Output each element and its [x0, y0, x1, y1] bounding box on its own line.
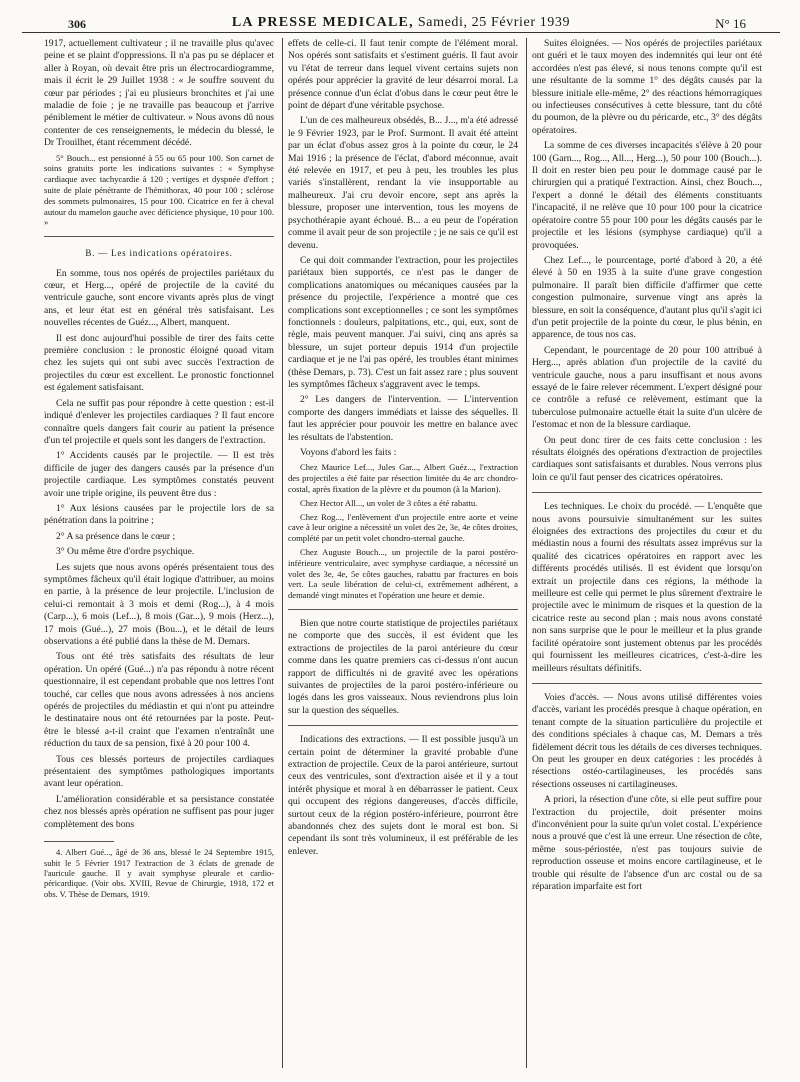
section-rule	[532, 683, 762, 684]
section-heading: B. — Les indications opératoires.	[85, 248, 233, 259]
issue-date: Samedi, 25 Février 1939	[417, 15, 571, 30]
paragraph: En somme, tous nos opérés de projectiles pariétaux du cœur, et Herg..., opéré de projectile de la cavité du ventricule gauche, sont encore vivants après plus de vingt ans, et leur état est en général très satisfaisant. Les nouvelles récentes de Guéz..., Albert, manquent.	[44, 267, 274, 329]
list-item: 2° A sa présence dans le cœur ;	[56, 530, 176, 542]
column-divider	[282, 38, 283, 1068]
paragraph: 1° Accidents causés par le projectile. — Il est très difficile de juger des dangers causés par la présence d'un projectile cardiaque. Les symptômes constatés peuvent avoir une triple origine, ils peuvent être dus :	[44, 450, 274, 499]
paragraph: Bien que notre courte statistique de projectiles pariétaux ne comporte que des succès, il est évident que les extractions de projectiles de la paroi antérieure du cœur comme dans les quatre premiers cas ci-dessus n'ont aucun rapport de difficultés ni de gravité avec les opérations suivantes de projectiles de la paroi postéro-inférieure ou logés dans les gros vaisseaux. Nous reviendrons plus loin sur la question des séquelles.	[288, 617, 518, 716]
paragraph: La somme de ces diverses incapacités s'élève à 20 pour 100 (Garn..., Rog..., All..., Herg...), 50 pour 100 (Bouch...). Il doit en rester bien peu pour le dommage causé par le chirurgien qui a pratiqué l'extraction. Ainsi, chez Bouch..., l'expert a donné le détail des éléments constituants l'incapacité, il ne relève que 10 pour 100 pour la cicatrice opératoire contre 55 pour 100 pour les dégâts causés par le projectile et les lésions (symphyse cardiaque) qu'il a provoquées.	[532, 140, 762, 251]
observation: Chez Hector All..., un volet de 3 côtes a été rabattu.	[300, 497, 478, 508]
paragraph: L'amélioration considérable et sa persistance constatée chez nos blessés après opération ne suffisent pas pour juger complètement des bons	[44, 793, 274, 830]
observation: Chez Maurice Lef..., Jules Gar..., Albert Guéz..., l'extraction des projectiles a été faite par résection limitée du 4e arc chondro-costal, après fixation de la plèvre et du poumon (à la Marion).	[288, 462, 518, 494]
column-left	[44, 38, 274, 1068]
paragraph: Les techniques. Le choix du procédé. — L'enquête que nous avons poursuivie simultanément sur les suites éloignées des extractions des projectiles du cœur et du médiastin nous a fourni des résultats assez imprévus sur la qualité des cicatrices opératoires en rapport avec les différents procédés utilisés. Il est évident que lorsqu'on extrait un projectile dans ces régions, la méthode la meilleure est celle qui permet le plus sûrement d'extraire le projectile avec le minimum de risques et la question de la cicatrice reste au second plan ; mais nous avons constaté non sans surprise que le pour le meilleur et la plus grande facilité opératoire sont justement obtenus par les procédés qui fournissent les meilleures cicatrices, c'est-à-dire les meilleurs résultats définitifs.	[532, 501, 762, 674]
paragraph: Tous ces blessés porteurs de projectiles cardiaques présentaient des symptômes pathologiques importants avant leur opération.	[44, 753, 274, 790]
issue-number: N° 16	[715, 16, 746, 31]
paragraph: Tous ont été très satisfaits des résultats de leur opération. Un opéré (Gué...) n'a pas répondu à notre récent questionnaire, il est cependant probable que nos lettres l'ont touché, car celles que nous avons adressées à nos anciens opérés de projectiles du médiastin et qui n'ont pu atteindre le destinataire nous ont été retournées par la poste. Peut-être le blessé a-t-il craint que l'examen n'entraînât une réduction du taux de sa pension, fixé à 20 pour 100 4.	[44, 651, 274, 750]
list-item: 1° Aux lésions causées par le projectile lors de sa pénétration dans la poitrine ;	[44, 502, 274, 527]
text-columns	[44, 38, 769, 1068]
paragraph: Cependant, le pourcentage de 20 pour 100 attribué à Herg..., après ablation d'un projectile de la cavité du ventricule gauche, nous a paru insuffisant et nous avons essayé de le faire relever récemment. L'expert désigné pour ce contrôle a refusé ce relèvement, estimant que la tuberculose pulmonaire actuelle était la suite d'un ulcère de l'estomac et non de la blessure cardiaque.	[532, 344, 762, 431]
paragraph: Ce qui doit commander l'extraction, pour les projectiles pariétaux bien supportés, ce n'est pas le danger de complications anatomiques ou mécaniques causées par la présence du projectile, l'expérience a montré que ces complications sont exceptionnelles ; ce sont les symptômes fonctionnels : douleurs, palpitations, etc., qui, eux, sont de règle, mais peuvent manquer. J'ai suivi, cinq ans après sa blessure, un sujet porteur depuis 1914 d'un projectile cardiaque et je ne l'ai pas opéré, les troubles étant minimes (thèse Demars, p. 73). C'est un fait assez rare ; plus souvent les symptômes fâcheux s'aggravent avec le temps.	[288, 254, 518, 390]
column-middle	[288, 38, 518, 1068]
section-rule	[44, 236, 274, 237]
footnote: 4. Albert Gué..., âgé de 36 ans, blessé le 24 Septembre 1915, subit le 5 Février 1917 l'extraction de 3 éclats de grenade de l'auricule gauche. Il y avait symphyse pleurale et cardio-péricardique. (Voir obs. XVIII, Revue de Chirurgie, 1918, 172 et obs. V. Thèse de Demars, 1919.	[44, 848, 274, 899]
paragraph: 1917, actuellement cultivateur ; il ne travaille plus qu'avec peine et se plaint d'oppressions. Il n'a pas pu se déplacer et aller à Royan, où devait être pris un électrocardiogramme, mais il écrit le 29 Juillet 1938 : « Je souffre souvent du cœur par périodes ; j'ai eu plusieurs bronchites et j'ai une maladie de foie ; je ne travaille pas beaucoup et j'arrive péniblement le métier de cultivateur. » Nous avons dû nous contenter de ces renseignements, le médecin du blessé, le Dr Trouilhet, étant récemment décédé.	[44, 38, 274, 149]
paragraph: Il est donc aujourd'hui possible de tirer des faits cette première conclusion : le pronostic éloigné quoad vitam chez les sujets qui ont subi avec succès l'extraction de projectiles du cœur est excellent. Le pronostic fonctionnel est également satisfaisant.	[44, 332, 274, 394]
paragraph: L'un de ces malheureux obsédés, B... J..., m'a été adressé le 9 Février 1923, par le Prof. Surmont. Il avait été atteint par un éclat d'obus assez gros à la pointe du cœur, le 24 Mai 1916 ; la présence de l'éclat, d'abord méconnue, avait été relevée en 1917, et peu à peu, les troubles les plus variés s'installèrent, rendant la vie insupportable au malheureux. J'ai cru devoir encore, sept ans après la blessure, proposer une intervention, tous les moyens de psychothérapie ayant échoué. B... a eu peur de l'opération comme il avait peur de son projectile ; je ne sais ce qu'il est devenu.	[288, 115, 518, 251]
footnote-rule	[44, 841, 114, 842]
page-header	[22, 0, 780, 33]
paragraph: Voies d'accès. — Nous avons utilisé différentes voies d'accès, variant les procédés presque à chaque opération, en tenant compte de la situation particulière du projectile et des conditions spéciales à chaque cas, M. Demars a très fidèlement décrit tous les détails de ces diverses techniques. On peut les grouper en deux catégories : les procédés à résections ostéo-cartilagineuses, les procédés sans résections osseuses ni cartilagineuses.	[532, 691, 762, 790]
paragraph: Indications des extractions. — Il est possible jusqu'à un certain point de déterminer la gravité probable d'une extraction de projectile. Ceux de la paroi antérieure, surtout ceux des ventricules, sont d'extraction aisée et il y a tout intérêt physique et moral à en débarrasser le patient. Ceux qui occupent des régions dangereuses, d'accès difficile, surtout ceux de la région postéro-inférieure, pourront être abandonnés chez des sujets dont le moral est bon. Si cependant ils sont très volumineux, il est préférable de les enlever.	[288, 734, 518, 857]
paragraph: Chez Lef..., le pourcentage, porté d'abord à 20, a été élevé à 50 en 1935 à la suite d'une grave congestion pulmonaire. Il paraît bien difficile d'affirmer que cette congestion pulmonaire, survenue vingt ans après la blessure, en soit la conséquence, d'autant plus qu'il s'agit ici d'un petit projectile de la pointe du cœur, le plus bénin, en apparence, de tous nos cas.	[532, 254, 762, 341]
paragraph: Les sujets que nous avons opérés présentaient tous des symptômes fâcheux qu'il était logique d'attribuer, au moins en partie, à la présence de leur projectile. L'inclusion de celui-ci remontait à 3 mois et demi (Rog...), à 4 mois (Carp...), 6 mois (Lef...), 8 mois (Gar...), 9 mois (Herz...), 17 mois (Gué...), 27 mois (Bou...), et le détail de leurs observations a été publié dans la thèse de M. Demars.	[44, 561, 274, 648]
paragraph: 5° Bouch... est pensionné à 55 ou 65 pour 100. Son carnet de soins gratuits porte les indications suivantes : « Symphyse cardiaque avec tachycardie à 120 ; vertiges et dyspnée d'effort ; suite de plaie pénétrante de l'hémithorax, 40 pour 100 ; sclérose des sommets pulmonaires, 15 pour 100. Cicatrice en fer à cheval autour du mamelon gauche avec déficience physique, 10 pour 100. »	[44, 152, 274, 228]
paragraph: Cela ne suffit pas pour répondre à cette question : est-il indiqué d'enlever les projectiles cardiaques ? Il faut encore connaître quels dangers fait courir au patient la présence d'un tel projectile et quels sont les dangers de l'extraction.	[44, 397, 274, 446]
paragraph: Voyons d'abord les faits :	[300, 447, 397, 458]
column-right	[532, 38, 762, 1068]
paragraph: A priori, la résection d'une côte, si elle peut suffire pour l'extraction du projectile, doit présenter moins d'inconvénient pour la suite qu'un volet costal. L'expérience nous a prouvé que c'est là une erreur. Une résection de côte, même sous-périostée, n'est pas toujours suivie de reproduction osseuse et moins encore cartilagineuse, et le trouble qui résulte de l'absence d'un arc costal ou de sa réparation imparfaite est fort	[532, 794, 762, 892]
list-item: 3° Ou même être d'ordre psychique.	[56, 546, 195, 558]
observation: Chez Rog..., l'enlèvement d'un projectile entre aorte et veine cave à leur origine a nécessité un volet des 2e, 3e, 4e côtes droites, complété par un petit volet chondro-sternal gauche.	[288, 511, 518, 544]
section-rule	[288, 725, 518, 726]
paragraph: On peut donc tirer de ces faits cette conclusion : les résultats éloignés des opérations d'extraction de projectiles cardiaques sont satisfaisants et durables. Nous verrons plus loin ce qu'il faut penser des cicatrices opératoires.	[532, 434, 762, 483]
paragraph: 2° Les dangers de l'intervention. — L'intervention comporte des dangers immédiats et laisse des séquelles. Il faut les apprécier pour pouvoir les mettre en balance avec les résultats de l'abstention.	[288, 394, 518, 443]
column-divider	[526, 38, 527, 1068]
page-number: 306	[68, 17, 86, 31]
paragraph: effets de celle-ci. Il faut tenir compte de l'élément moral. Nos opérés sont satisfaits et s'estiment guéris. Il faut avoir vu l'état de terreur dans lequel vivent certains sujets non opérés pour apprécier la gravité de leur désarroi moral. La présence connue d'un éclat d'obus dans le cœur peut être le point de départ d'une véritable psychose.	[288, 38, 518, 112]
observation: Chez Auguste Bouch..., un projectile de la paroi postéro-inférieure ventriculaire, avec symphyse cardiaque, a nécessité un volet des 3e, 4e, 5e côtes gauches, rabattu par fractures en bois vert. La seule libération de celui-ci, extrêmement adhérent, a demandé vingt minutes et l'opération une heure et demie.	[288, 546, 518, 601]
section-rule	[288, 609, 518, 610]
journal-title: LA PRESSE MEDICALE,	[231, 15, 414, 30]
running-head	[22, 15, 780, 31]
section-rule	[532, 492, 762, 493]
paragraph: Suites éloignées. — Nos opérés de projectiles pariétaux ont guéri et le taux moyen des indemnités qui leur ont été accordées n'est pas élevé, si nous tenons compte qu'il est une résultante de la somme 1° des dégâts causés par la blessure initiale elle-même, 2° des réactions hémorragiques ou infectieuses consécutives à cette blessure, tant du côté du poumon, de la plèvre ou du péricarde, etc., 3° des dégâts opératoires.	[532, 38, 762, 136]
